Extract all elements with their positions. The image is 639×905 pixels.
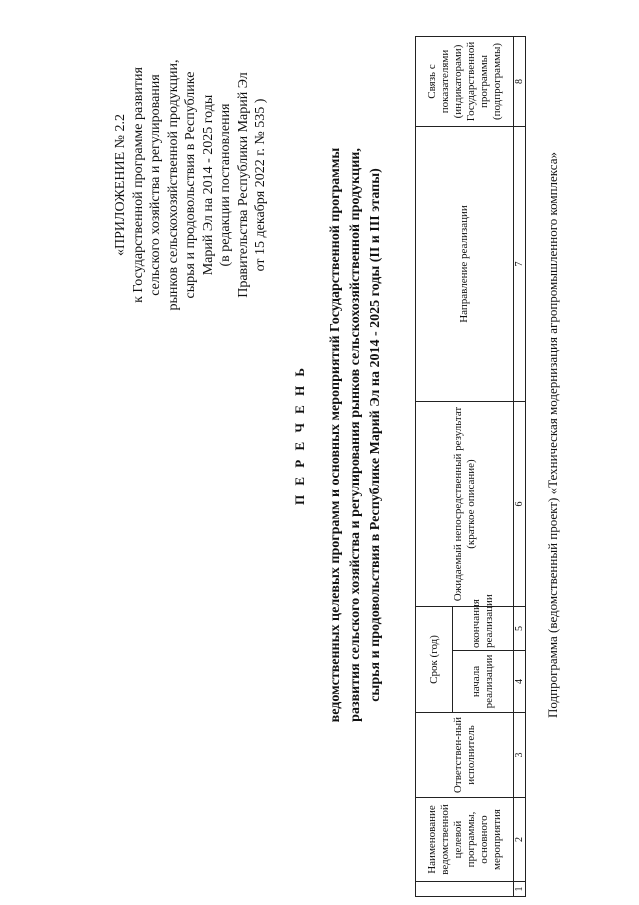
column-number: 4 (514, 651, 526, 713)
appendix-line: от 15 декабря 2022 г. № 535 ) (253, 98, 268, 272)
header-term-end: окончания реализации (453, 607, 514, 651)
header-term: Срок (год) (416, 607, 453, 713)
appendix-line: сырья и продовольствия в Республике (183, 71, 198, 299)
column-number: 8 (514, 37, 526, 127)
column-number: 5 (514, 607, 526, 651)
header-link: Связь с показателями (индикаторами) Государственной программы (подпрограммы) (416, 37, 514, 127)
column-number: 3 (514, 713, 526, 798)
programs-table (415, 36, 526, 897)
document-description (326, 55, 386, 815)
header-term-start: начала реализации (453, 651, 514, 713)
header-result: Ожидаемый непосредственный результат (краткое описание) (416, 402, 514, 607)
appendix-line: «ПРИЛОЖЕНИЕ № 2.2 (113, 114, 128, 256)
appendix-line: Правительства Республики Марий Эл (235, 72, 251, 298)
header-index (416, 882, 514, 897)
column-number: 1 (514, 882, 526, 897)
header-direction: Направление реализации (416, 127, 514, 402)
column-number: 6 (514, 402, 526, 607)
document-heading: П Е Р Е Ч Е Н Ь (292, 364, 307, 506)
column-numbers-row (514, 37, 526, 897)
appendix-line: Марий Эл на 2014 - 2025 годы (200, 94, 216, 276)
description-line: сырья и продовольствия в Республике Марий Эл на 2014 - 2025 годы (II и III этапы) (368, 168, 383, 702)
table-header-row (416, 37, 453, 897)
appendix-block (112, 35, 270, 335)
column-number: 2 (514, 798, 526, 882)
description-line: ведомственных целевых программ и основных мероприятий Государственной программы (328, 147, 343, 723)
header-name: Наименование ведомственной целевой программы, основного мероприятия (416, 798, 514, 882)
appendix-line: (в редакции постановления (218, 103, 233, 267)
appendix-line: рынков сельскохозяйственной продукции, (165, 59, 181, 311)
header-executor: Ответствен-ный исполнитель (416, 713, 514, 798)
column-number: 7 (514, 127, 526, 402)
appendix-line: к Государственной программе развития (130, 67, 146, 303)
description-line: развития сельского хозяйства и регулирования рынков сельскохозяйственной продукции, (348, 148, 363, 722)
subprogram-title: Подпрограмма (ведомственный проект) «Техническая модернизация агропромышленного комплекса» (545, 152, 560, 719)
appendix-line: сельского хозяйства и регулирования (148, 74, 163, 296)
